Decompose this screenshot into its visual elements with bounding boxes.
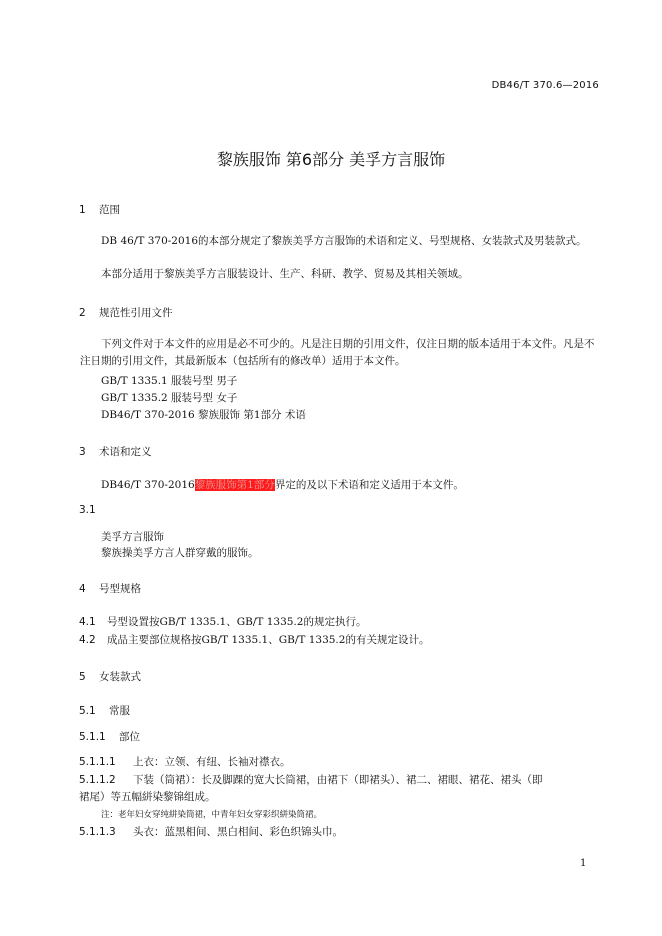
highlighted-ref-title: 黎族服饰第1部分 [194,479,275,491]
clause-number: 5.1 [79,705,96,717]
section-number: 4 [79,583,86,595]
normative-refs-paragraph: 下列文件对于本文件的应用是必不可少的。凡是注日期的引用文件，仅注日期的版本适用于本文件。凡是不注日期的引用文件，其最新版本（包括所有的修改单）适用于本文件。 [80,338,595,367]
term-name: 美孚方言服饰 [101,531,164,543]
clause-text-line-1: 下装（筒裙）：长及脚踝的宽大长筒裙，由裙下（即裙头）、裙二、裙眼、裙花、裙头（即 [133,774,543,786]
clause-text: 头衣：蓝黑相间、黑白相间、彩色织锦头巾。 [133,826,343,838]
clause-5-1-1-3 [79,824,343,839]
section-title: 号型规格 [99,583,141,595]
ref-item: GB/T 1335.2 服装号型 女子 [101,392,238,404]
clause-number: 5.1.1.2 [79,774,116,786]
clause-number: 5.1.1.1 [79,756,116,768]
clause-5-1-1-2 [79,772,543,787]
scope-paragraph-1: DB 46/T 370-2016的本部分规定了黎族美孚方言服饰的术语和定义、号型规格、女装款式及男装款式。 [101,235,587,247]
standard-code-header: DB46/T 370.6—2016 [491,80,599,91]
section-5-heading [79,669,141,684]
terms-paragraph [101,477,464,492]
clause-number: 5.1.1 [79,731,106,743]
clause-text: 号型设置按GB/T 1335.1、GB/T 1335.2的规定执行。 [107,616,367,628]
ref-item: GB/T 1335.1 服装号型 男子 [101,375,238,387]
section-4-heading [79,581,141,596]
section-title: 范围 [99,204,120,216]
page-number: 1 [580,858,587,869]
section-1-heading [79,202,120,217]
terms-ref-code: DB46/T 370-2016 [101,479,195,491]
scope-paragraph-2: 本部分适用于黎族美孚方言服装设计、生产、科研、教学、贸易及其相关领域。 [101,268,469,280]
section-number: 3 [79,446,86,458]
section-3-heading [79,444,152,459]
section-number: 5 [79,671,86,683]
clause-5-1 [79,703,130,718]
clause-5-1-1 [79,729,140,744]
clause-number: 4.2 [79,634,96,646]
clause-4-2 [79,632,429,647]
clause-title: 部位 [119,731,140,743]
section-title: 女装款式 [99,671,141,683]
term-definition: 黎族操美孚方言人群穿戴的服饰。 [101,547,259,559]
section-2-heading [79,305,173,320]
section-title: 术语和定义 [99,446,152,458]
clause-4-1 [79,614,366,629]
clause-text: 成品主要部位规格按GB/T 1335.1、GB/T 1335.2的有关规定设计。 [107,634,430,646]
clause-number: 4.1 [79,616,96,628]
clause-3-1-number: 3.1 [79,504,96,516]
clause-title: 常服 [109,705,130,717]
clause-text: 上衣：立领、有纽、长袖对襟衣。 [133,756,291,768]
section-number: 2 [79,307,86,319]
clause-5-1-1-1 [79,754,291,769]
clause-5-1-1-2-line-2: 裙尾）等五幅絣染黎锦组成。 [79,791,216,803]
section-number: 1 [79,204,86,216]
section-title: 规范性引用文件 [99,307,173,319]
document-title: 黎族服饰 第6部分 美孚方言服饰 [216,150,446,169]
note-text: 注：老年妇女穿纯絣染筒裙，中青年妇女穿彩织絣染筒裙。 [101,810,323,820]
clause-number: 5.1.1.3 [79,826,116,838]
ref-item: DB46/T 370-2016 黎族服饰 第1部分 术语 [101,409,306,421]
terms-ref-rest: 界定的及以下术语和定义适用于本文件。 [274,479,464,491]
